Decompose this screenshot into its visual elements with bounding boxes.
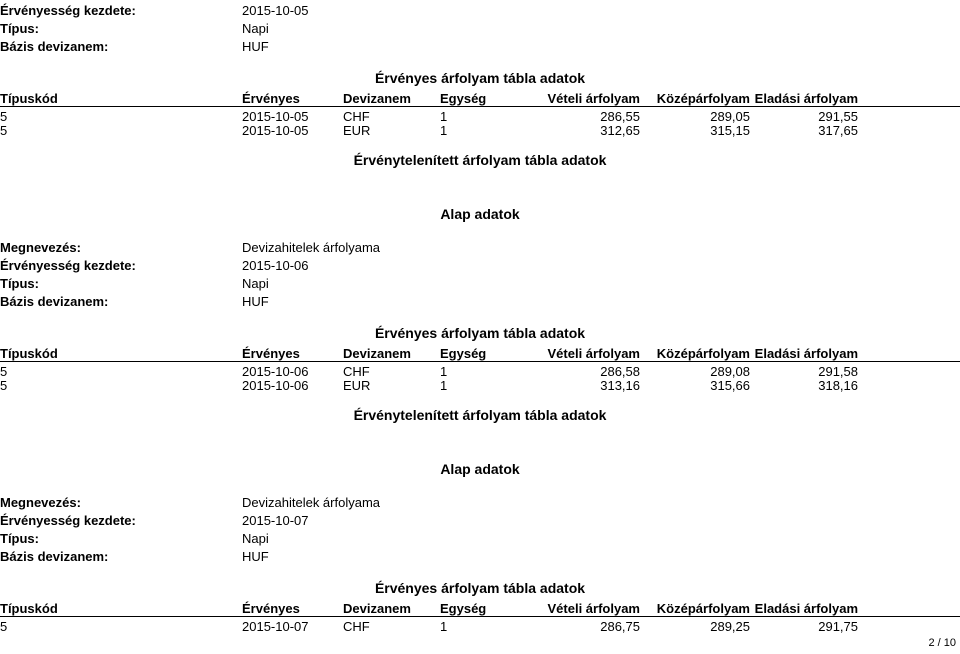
- ervenyes-tabla-title: Érvényes árfolyam tábla adatok: [374, 70, 586, 86]
- cell-col-ervenyes: 2015-10-06: [242, 364, 309, 379]
- cell-col-egyseg: 1: [440, 109, 448, 124]
- header-col-veteli: Vételi árfolyam: [547, 601, 640, 616]
- cell-col-veteli: 286,75: [600, 619, 640, 634]
- ervenyes-tabla-title: Érvényes árfolyam tábla adatok: [374, 580, 586, 596]
- label-bazis-devizanem: Bázis devizanem:: [0, 294, 109, 309]
- cell-col-eladasi: 318,16: [818, 378, 858, 393]
- alap-adatok-title: Alap adatok: [440, 206, 520, 222]
- value-ervenyesseg-kezdete: 2015-10-06: [242, 258, 309, 273]
- table-header-rule: [0, 616, 960, 617]
- header-col-devizanem: Devizanem: [343, 601, 411, 616]
- cell-col-tipuskod: 5: [0, 109, 8, 124]
- table-header-rule: [0, 361, 960, 362]
- value-ervenyesseg-kezdete: 2015-10-07: [242, 513, 309, 528]
- cell-col-devizanem: CHF: [343, 619, 370, 634]
- page-number: 2 / 10: [928, 637, 956, 649]
- cell-col-ervenyes: 2015-10-05: [242, 123, 309, 138]
- header-col-egyseg: Egység: [440, 601, 487, 616]
- cell-col-kozep: 315,66: [710, 378, 750, 393]
- cell-col-eladasi: 291,75: [818, 619, 858, 634]
- cell-col-eladasi: 291,55: [818, 109, 858, 124]
- label-megnevezes: Megnevezés:: [0, 495, 81, 510]
- label-megnevezes: Megnevezés:: [0, 240, 81, 255]
- ervenytelen-tabla-title: Érvénytelenített árfolyam tábla adatok: [353, 407, 607, 423]
- header-col-veteli: Vételi árfolyam: [547, 346, 640, 361]
- header-col-veteli: Vételi árfolyam: [547, 91, 640, 106]
- value-bazis-devizanem: HUF: [242, 294, 269, 309]
- header-col-ervenyes: Érvényes: [242, 601, 300, 616]
- value-tipus: Napi: [242, 276, 269, 291]
- ervenytelen-tabla-title: Érvénytelenített árfolyam tábla adatok: [353, 152, 607, 168]
- value-ervenyesseg-kezdete: 2015-10-05: [242, 3, 309, 18]
- header-col-egyseg: Egység: [440, 346, 487, 361]
- cell-col-tipuskod: 5: [0, 619, 8, 634]
- header-col-eladasi: Eladási árfolyam: [754, 601, 858, 616]
- cell-col-tipuskod: 5: [0, 123, 8, 138]
- ervenyes-tabla-title: Érvényes árfolyam tábla adatok: [374, 325, 586, 341]
- cell-col-egyseg: 1: [440, 378, 448, 393]
- cell-col-egyseg: 1: [440, 123, 448, 138]
- cell-col-ervenyes: 2015-10-05: [242, 109, 309, 124]
- value-megnevezes: Devizahitelek árfolyama: [242, 495, 381, 510]
- cell-col-kozep: 289,08: [710, 364, 750, 379]
- cell-col-egyseg: 1: [440, 619, 448, 634]
- header-col-eladasi: Eladási árfolyam: [754, 346, 858, 361]
- value-tipus: Napi: [242, 531, 269, 546]
- cell-col-veteli: 312,65: [600, 123, 640, 138]
- cell-col-kozep: 315,15: [710, 123, 750, 138]
- value-bazis-devizanem: HUF: [242, 549, 269, 564]
- label-tipus: Típus:: [0, 276, 39, 291]
- table-header-rule: [0, 106, 960, 107]
- value-megnevezes: Devizahitelek árfolyama: [242, 240, 381, 255]
- header-col-ervenyes: Érvényes: [242, 91, 300, 106]
- label-tipus: Típus:: [0, 21, 39, 36]
- label-tipus: Típus:: [0, 531, 39, 546]
- header-col-kozep: Középárfolyam: [656, 601, 750, 616]
- header-col-tipuskod: Típuskód: [0, 91, 58, 106]
- cell-col-devizanem: CHF: [343, 109, 370, 124]
- value-bazis-devizanem: HUF: [242, 39, 269, 54]
- cell-col-veteli: 286,58: [600, 364, 640, 379]
- header-col-egyseg: Egység: [440, 91, 487, 106]
- header-col-ervenyes: Érvényes: [242, 346, 300, 361]
- cell-col-ervenyes: 2015-10-06: [242, 378, 309, 393]
- header-col-devizanem: Devizanem: [343, 346, 411, 361]
- header-col-kozep: Középárfolyam: [656, 346, 750, 361]
- label-bazis-devizanem: Bázis devizanem:: [0, 39, 109, 54]
- label-ervenyesseg-kezdete: Érvényesség kezdete:: [0, 513, 136, 528]
- label-ervenyesseg-kezdete: Érvényesség kezdete:: [0, 3, 136, 18]
- cell-col-eladasi: 317,65: [818, 123, 858, 138]
- cell-col-devizanem: CHF: [343, 364, 370, 379]
- cell-col-ervenyes: 2015-10-07: [242, 619, 309, 634]
- value-tipus: Napi: [242, 21, 269, 36]
- cell-col-kozep: 289,25: [710, 619, 750, 634]
- cell-col-kozep: 289,05: [710, 109, 750, 124]
- header-col-devizanem: Devizanem: [343, 91, 411, 106]
- cell-col-veteli: 286,55: [600, 109, 640, 124]
- header-col-eladasi: Eladási árfolyam: [754, 91, 858, 106]
- cell-col-eladasi: 291,58: [818, 364, 858, 379]
- header-col-kozep: Középárfolyam: [656, 91, 750, 106]
- cell-col-devizanem: EUR: [343, 378, 371, 393]
- header-col-tipuskod: Típuskód: [0, 601, 58, 616]
- header-col-tipuskod: Típuskód: [0, 346, 58, 361]
- cell-col-devizanem: EUR: [343, 123, 371, 138]
- label-bazis-devizanem: Bázis devizanem:: [0, 549, 109, 564]
- label-ervenyesseg-kezdete: Érvényesség kezdete:: [0, 258, 136, 273]
- cell-col-tipuskod: 5: [0, 364, 8, 379]
- cell-col-egyseg: 1: [440, 364, 448, 379]
- cell-col-veteli: 313,16: [600, 378, 640, 393]
- cell-col-tipuskod: 5: [0, 378, 8, 393]
- alap-adatok-title: Alap adatok: [440, 461, 520, 477]
